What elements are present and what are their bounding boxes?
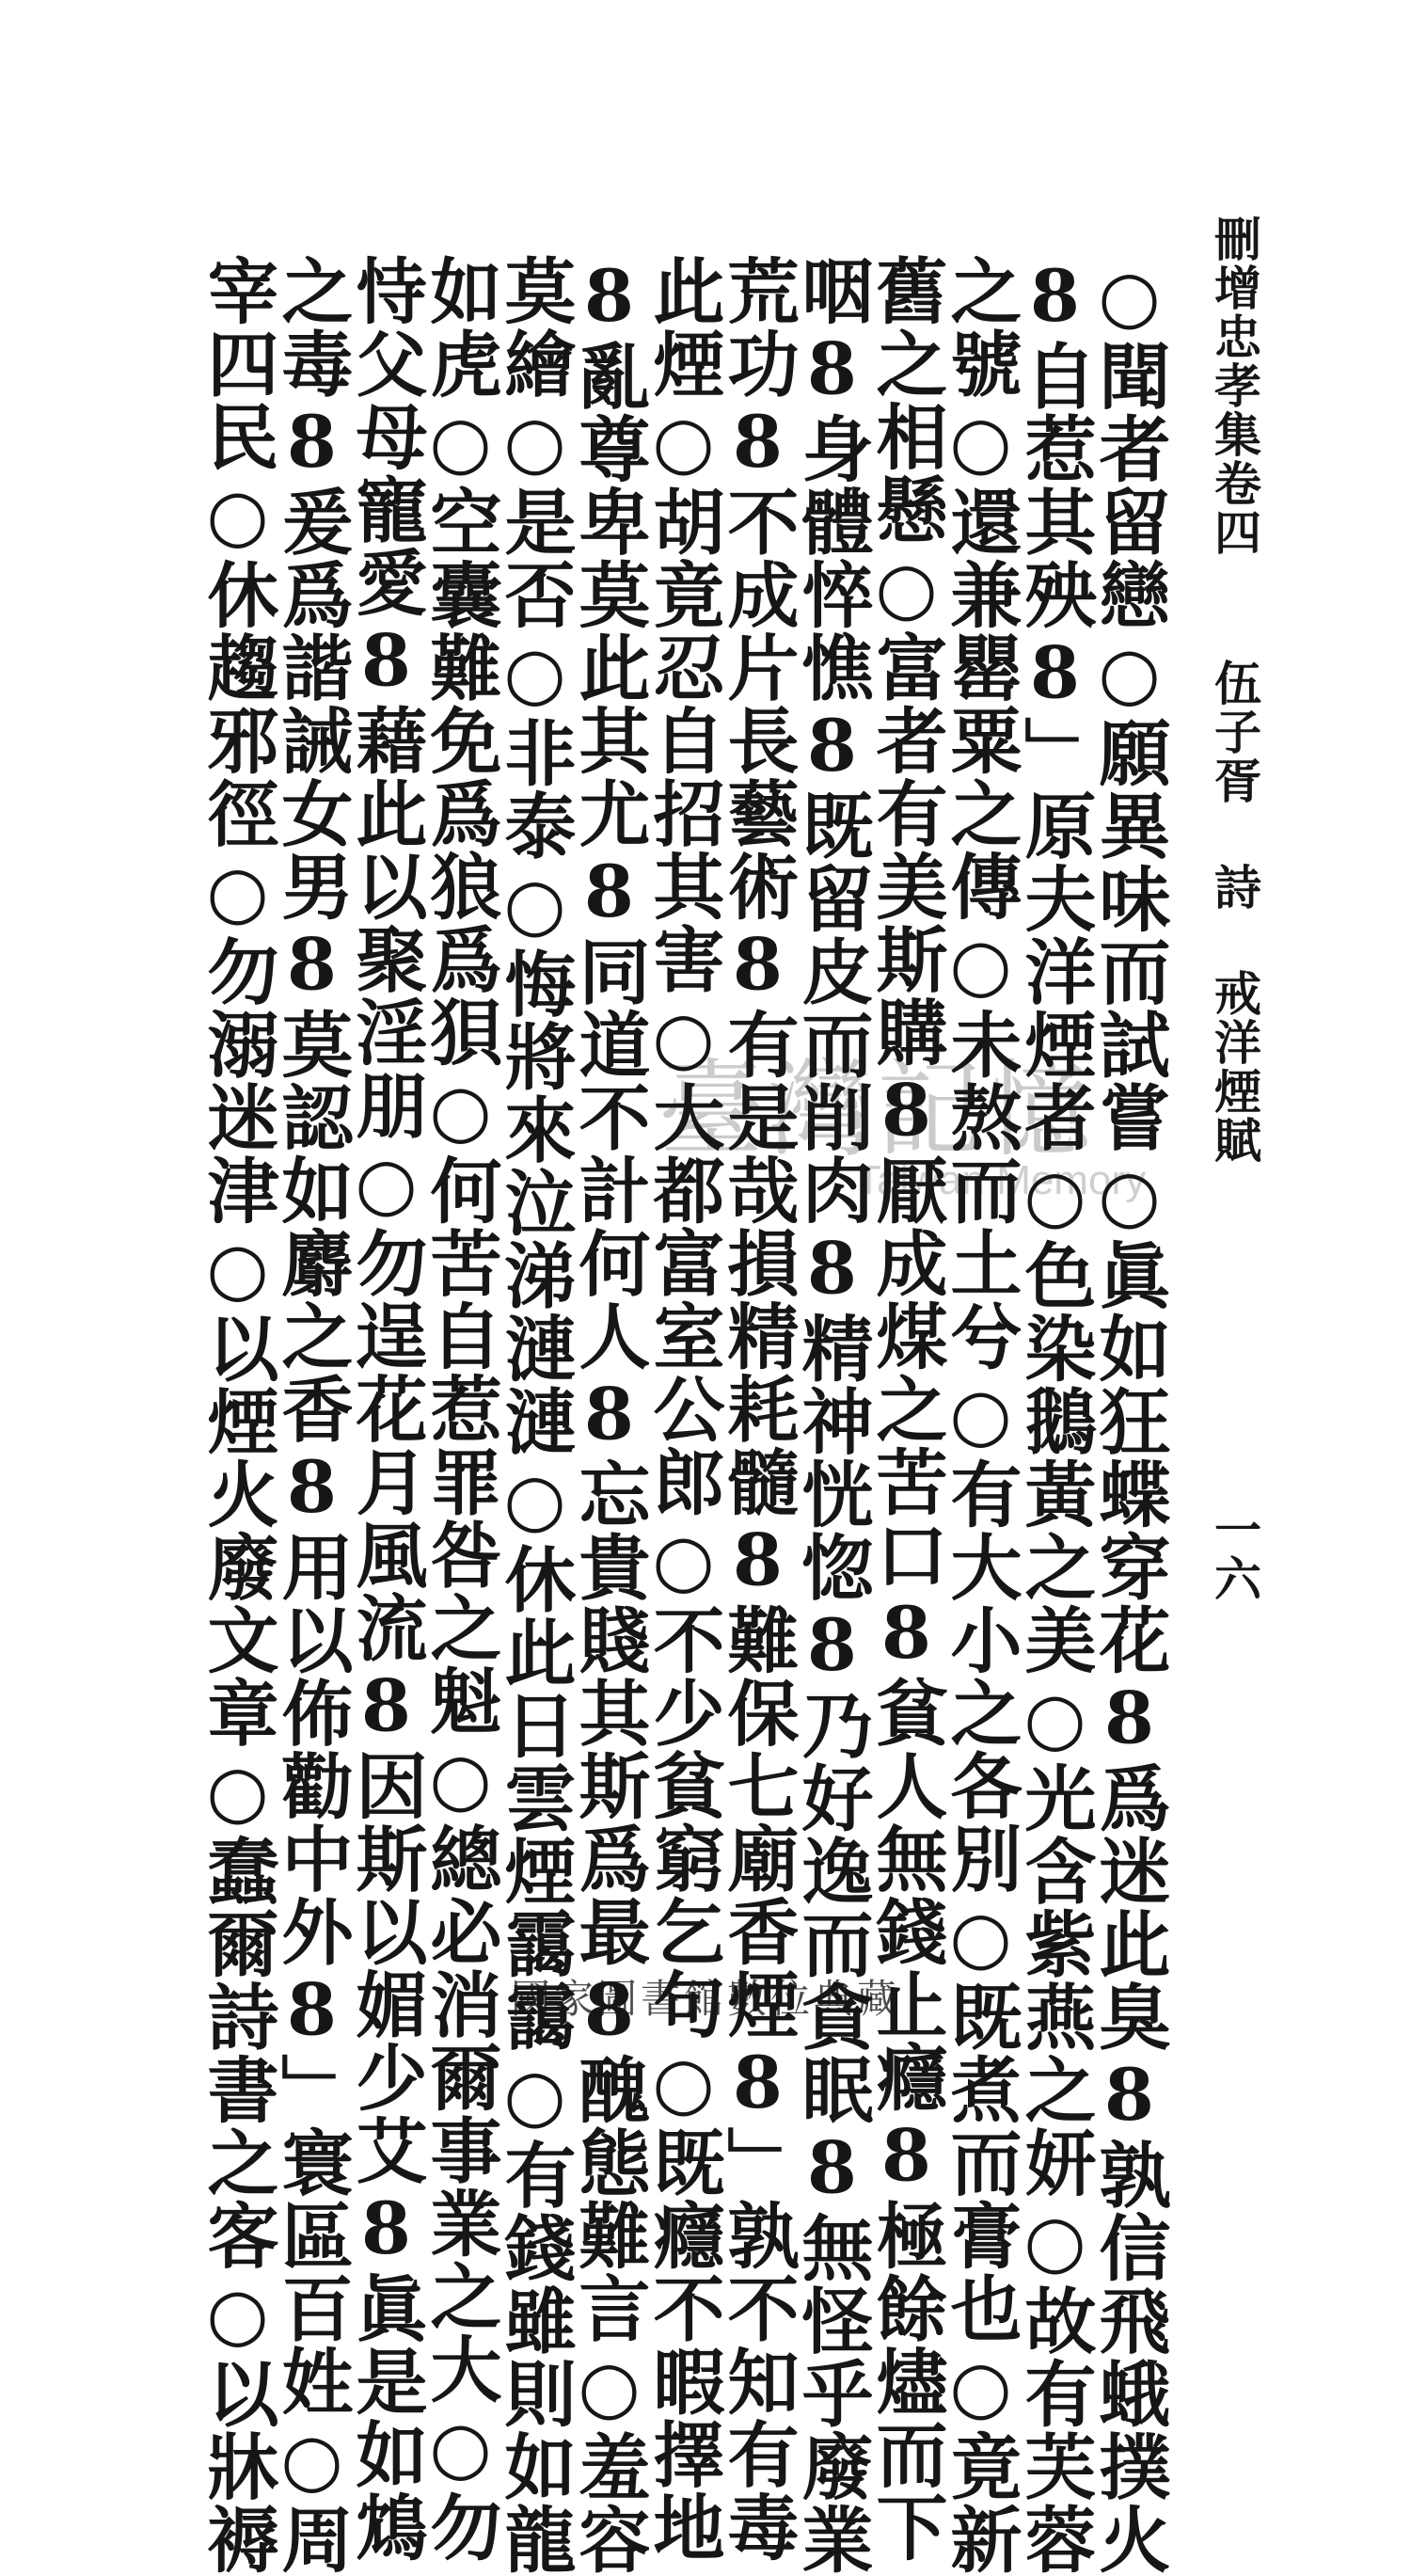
page-number: 一六 (1207, 1505, 1262, 1603)
text-column-12: 之毒8爰爲諧誡女男8莫認如麝之香8用以佈勸中外8」寰區百姓○周 (270, 254, 354, 2576)
text-column-7: 此煙○胡竟忍自招其害○大都富室公郎○不少貧窮乞句○既癮不暇擇地 (642, 254, 725, 2564)
text-column-1: ○聞者留戀○願異味而試嘗○眞如狂蝶穿花8爲迷此臭8孰信飛蛾撲火 (1087, 254, 1171, 2576)
watermark-title: 臺灣記憶 (658, 1049, 1095, 1171)
text-column-10: 如虎○空囊難免爲狼爲狽○何苦自惹罪咎之魁○總必消爾事業之大○勿 (419, 254, 502, 2564)
text-column-9: 莫繪○是否○非泰○悔將來泣涕漣漣○休此日雲煙靄靄○有錢雖則如龍 (493, 254, 577, 2576)
footer-label: 國家圖書館數位典藏 (510, 1976, 900, 2022)
text-column-4: 舊之相懸○富者有美斯購8厭成煤之苦口8貧人無錢止癮8極餘燼而下 (864, 254, 948, 2564)
text-column-8: 8亂尊卑莫此其尤8同道不計何人8忘貴賤其斯爲最8醜態難言○羞容 (567, 254, 651, 2576)
watermark-subtitle: Taiwan Memory (856, 1157, 1147, 1203)
text-column-6: 荒功8不成片長藝術8有是哉損精耗髓8難保七廟香煙8」孰不知有毒 (716, 254, 800, 2564)
text-column-2: 8自惹其殃8」原夫洋煙者○色染鵝黃之美○光含紫燕之妍○故有芙蓉 (1013, 254, 1097, 2576)
book-title: 刪增忠孝集卷四 (1207, 215, 1262, 557)
text-column-13: 宰四民○休趨邪徑○勿溺迷津○以煙火廢文章○蠢爾詩書之客○以牀褥 (196, 254, 279, 2576)
section-title: 伍子胥 詩 戒洋煙賦 (1207, 659, 1262, 1165)
text-column-5: 咽8身體悴憔8既留皮而削肉8精神恍惚8乃好逸而貪眠8無怪乎廢業 (790, 254, 874, 2576)
text-column-3: 之號○還兼罌粟之傳○未熬而土兮○有大小之各別○既煮而膏也○竟新 (939, 254, 1023, 2576)
text-column-11: 恃父母寵愛8藉此以聚淫朋○勿逞花月風流8因斯以媚少艾8眞是如鴆 (344, 254, 428, 2564)
